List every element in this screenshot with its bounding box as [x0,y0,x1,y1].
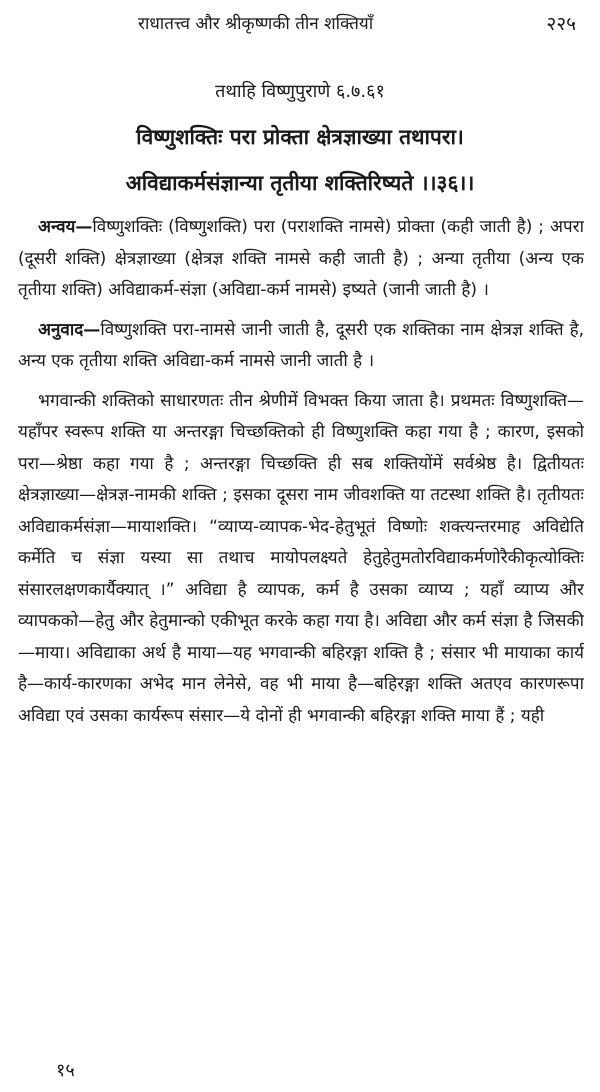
anvaya-paragraph [18,212,584,307]
running-title: राधातत्त्व और श्रीकृष्णकी तीन शक्तियाँ [138,14,374,34]
page-number: २२५ [546,13,576,35]
verse-line-2: अविद्याकर्मसंज्ञान्या तृतीया शक्तिरिष्यते ।।३६।। [125,171,475,195]
anuvad-text: विष्णुशक्ति परा-नामसे जानी जाती है, दूसरी एक शक्तिका नाम क्षेत्रज्ञ शक्ति है, अन्य एक तृतीया शक्ति अविद्या-कर्म नामसे जानी जाती है । [18,319,584,371]
running-header [20,10,580,40]
signature-mark: १५ [56,1060,75,1081]
commentary-paragraph: भगवान्की शक्तिको साधारणतः तीन श्रेणीमें विभक्त किया जाता है। प्रथमतः विष्णुशक्ति—यहाँपर स्वरूप शक्ति या अन्तरङ्गा चिच्छक्तिको ही विष्णुशक्ति कहा गया है ; कारण, इसको परा—श्रेष्ठा कहा गया है ; अन्तरङ्गा चिच्छक्ति ही सब शक्तियोंमें सर्वश्रेष्ठ है। द्वितीयतः क्षेत्रज्ञाख्या—क्षेत्रज्ञ-नामकी शक्ति ; इसका दूसरा नाम जीवशक्ति या तटस्था शक्ति है। तृतीयतः अविद्याकर्मसंज्ञा—मायाशक्ति। “व्याप्य-व्यापक-भेद-हेतुभूतं विष्णोः शक्त्यन्तरमाह अविद्येति कर्मेति च संज्ञा यस्या सा तथाच मायोपलक्ष्यते हेतुहेतुमतोरविद्याकर्मणोरैकीकृत्योक्तिः संसारलक्षणकार्यैक्यात् ।” अविद्या है व्यापक, कर्म है उसका व्याप्य ; यहाँ व्याप्य और व्यापकको—हेतु और हेतुमान्को एकीभूत करके कहा गया है। अविद्या और कर्म संज्ञा है जिसकी—माया। अविद्याका अर्थ है माया—यह भगवान्की बहिरङ्गा शक्ति है ; संसार भी मायाका कार्य है—कार्य-कारणका अभेद मान लेनेसे, वह भी माया है—बहिरङ्गा शक्ति अतएव कारणरूपा अविद्या एवं उसका कार्यरूप संसार—ये दोनों ही भगवान्की बहिरङ्गा शक्ति माया हैं ; यही [18,390,584,726]
verse-line-1: विष्णुशक्तिः परा प्रोक्ता क्षेत्रज्ञाख्या तथापरा। [136,125,464,149]
anvaya-label: अन्वय— [38,217,93,237]
anvaya-text: विष्णुशक्तिः (विष्णुशक्ति) परा (पराशक्ति नामसे) प्रोक्ता (कही जाती है) ; अपरा (दूसरी शक्ति) क्षेत्रज्ञाख्या (क्षेत्रज्ञ शक्ति नामसे कही जाती है) ; अन्या तृतीया (अन्य एक तृतीया शक्ति) अविद्याकर्म-संज्ञा (अविद्या-कर्म नामसे) इष्यते (जानी जाती है) । [18,217,584,300]
anuvad-label: अनुवाद— [38,319,101,340]
body-text [18,212,584,1052]
source-reference: तथाहि विष्णुपुराणे ६.७.६१ [215,81,385,102]
anuvad-paragraph [18,315,584,378]
